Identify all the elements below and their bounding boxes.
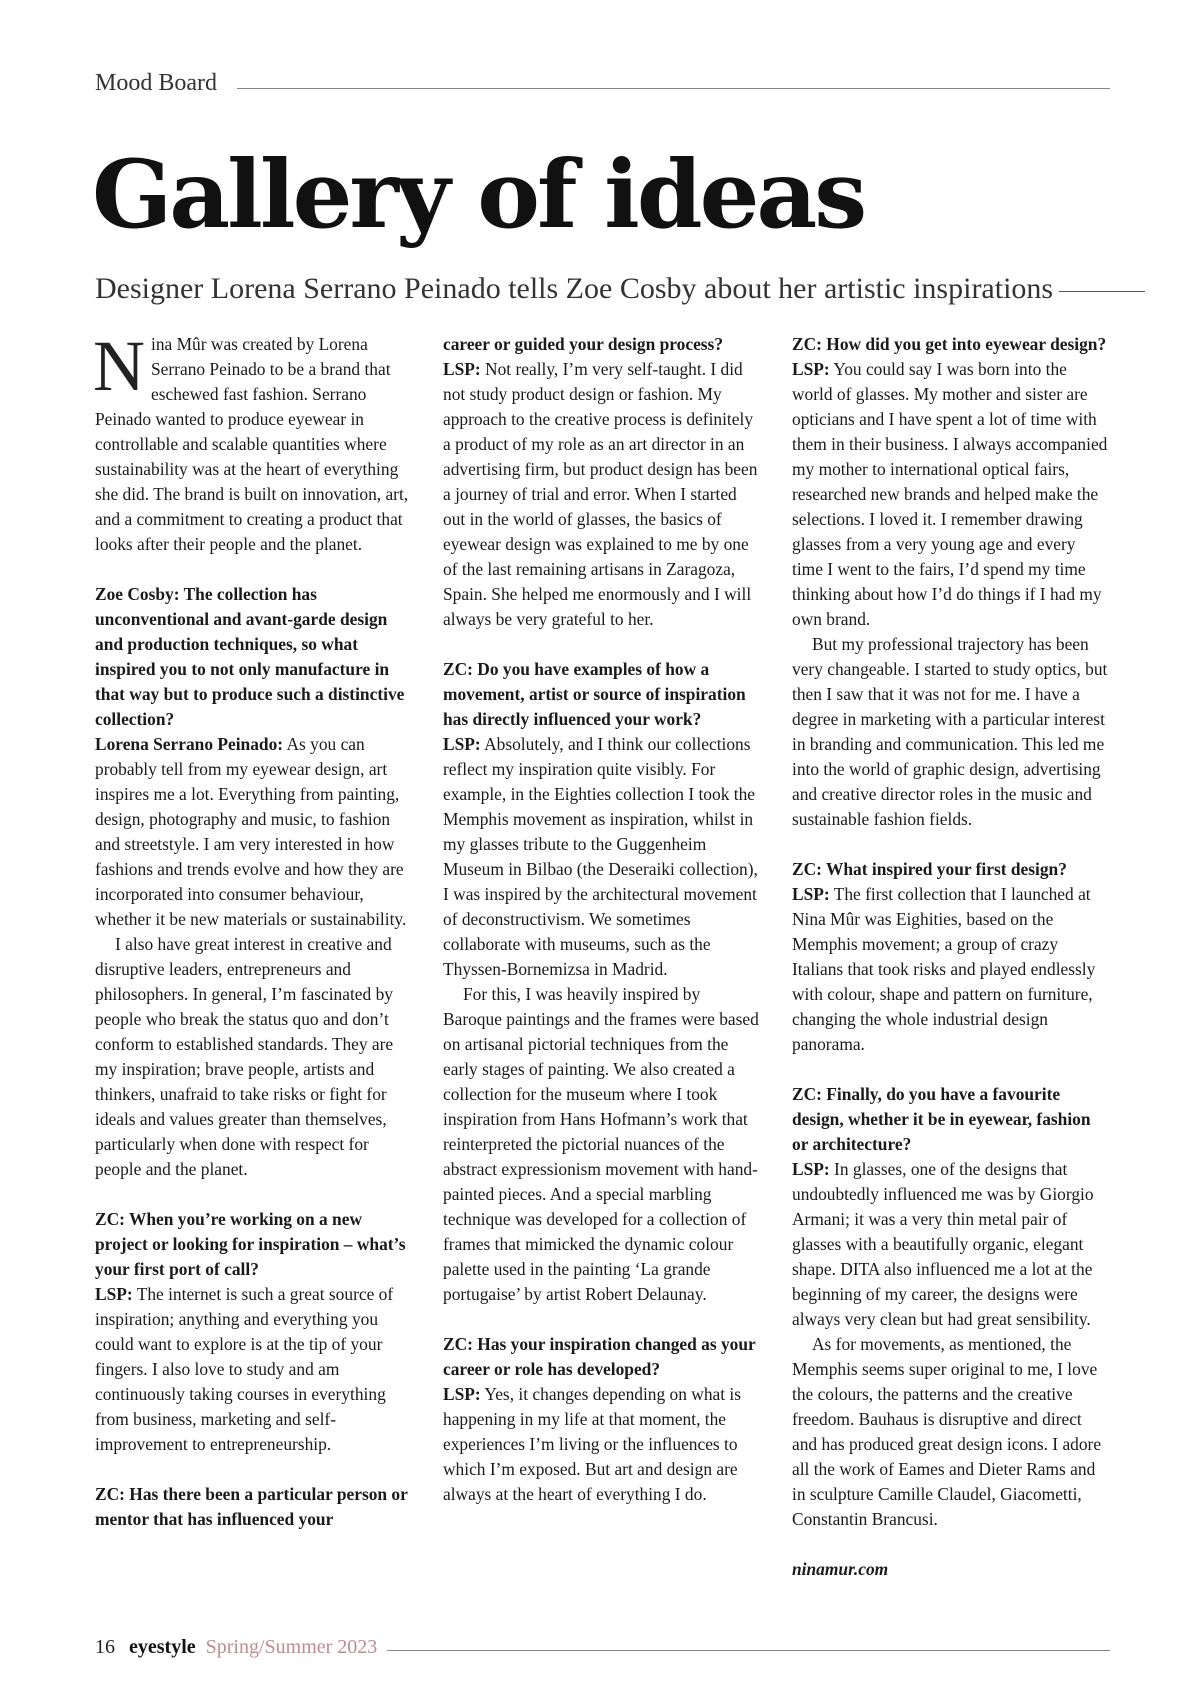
subtitle-rule <box>1059 291 1145 292</box>
speaker-label: LSP: <box>792 359 830 379</box>
answer-text: The internet is such a great source of inspiration; anything and everything you could want to explore is at the tip of your fingers. I also love to study and am continuously taking courses in everything from business, marketing and self-improvement to entrepreneurship. <box>95 1284 394 1454</box>
answer-3 <box>443 357 759 632</box>
header-rule <box>237 88 1110 89</box>
speaker-label: LSP: <box>443 1384 481 1404</box>
question-5: ZC: Has your inspiration changed as your career or role has developed? <box>443 1334 756 1379</box>
question-3-end: career or guided your design process? <box>443 334 724 354</box>
answer-1 <box>95 732 411 932</box>
answer-5 <box>443 1382 759 1507</box>
answer-text: The first collection that I launched at Nina Mûr was Eighities, based on the Memphis movement; a group of crazy Italians that took risks and played endlessly with colour, shape and pattern on furniture, changing the whole industrial design panorama. <box>792 884 1096 1054</box>
speaker-label: LSP: <box>95 1284 133 1304</box>
question-7: ZC: What inspired your first design? <box>792 859 1067 879</box>
speaker-label: LSP: <box>443 359 481 379</box>
question-4: ZC: Do you have examples of how a movement, artist or source of inspiration has directly influenced your work? <box>443 659 746 729</box>
answer-text: Not really, I’m very self-taught. I did not study product design or fashion. My approach to the creative process is definitely a product of my role as an art director in an advertising firm, but product design has been a journey of trial and error. When I started out in the world of glasses, the basics of eyewear design was explained to me by one of the last remaining artisans in Zaragoza, Spain. She helped me enormously and I will always be very grateful to her. <box>443 359 758 629</box>
answer-text: You could say I was born into the world of glasses. My mother and sister are opticians and I have spent a lot of time with them in their business. I always accompanied my mother to international optical fairs, researched new brands and helped make the selections. I loved it. I remember drawing glasses from a very young age and every time I went to the fairs, I’d spend my time thinking about how I’d do things if I had my own brand. <box>792 359 1108 629</box>
answer-6 <box>792 357 1108 632</box>
column-3 <box>792 332 1108 1582</box>
answer-4 <box>443 732 759 982</box>
issue-label: Spring/Summer 2023 <box>205 1636 378 1658</box>
speaker-label: Lorena Serrano Peinado: <box>95 734 284 754</box>
section-label: Mood Board <box>95 70 217 96</box>
question-6: ZC: How did you get into eyewear design? <box>792 334 1107 354</box>
article-title: Gallery of ideas <box>92 140 865 250</box>
question-8: ZC: Finally, do you have a favourite design, whether it be in eyewear, fashion or architecture? <box>792 1084 1091 1154</box>
article-subtitle <box>95 272 1115 306</box>
answer-6-paragraph-2: But my professional trajectory has been very changeable. I started to study optics, but then I saw that it was not for me. I have a degree in marketing with a particular interest in branding and communication. This led me into the world of graphic design, advertising and creative director roles in the music and sustainable fashion fields. <box>792 634 1108 829</box>
question-1: Zoe Cosby: The collection has unconventional and avant-garde design and production techniques, so what inspired you to not only manufacture in that way but to produce such a distinctive collection? <box>95 584 405 729</box>
column-2 <box>443 332 759 1507</box>
answer-text: As you can probably tell from my eyewear design, art inspires me a lot. Everything from painting, design, photography and music, to fashion and streetstyle. I am very interested in how fashions and trends evolve and how they are incorporated into consumer behaviour, whether it be new materials or sustainability. <box>95 734 407 929</box>
page-footer <box>95 1636 1110 1659</box>
question-3-start: ZC: Has there been a particular person or mentor that has influenced your <box>95 1484 408 1529</box>
page-number: 16 <box>95 1636 115 1658</box>
intro-paragraph <box>93 326 411 557</box>
speaker-label: LSP: <box>792 1159 830 1179</box>
subtitle-text: Designer Lorena Serrano Peinado tells Zoe Cosby about her artistic inspirations <box>95 272 1054 305</box>
speaker-label: LSP: <box>792 884 830 904</box>
speaker-label: LSP: <box>443 734 481 754</box>
answer-text: Yes, it changes depending on what is happening in my life at that moment, the experiences I’m living or the influences to which I’m exposed. But art and design are always at the heart of everything I do. <box>443 1384 742 1504</box>
footer-rule <box>387 1650 1110 1651</box>
answer-4-paragraph-2: For this, I was heavily inspired by Baroque paintings and the frames were based on artisanal pictorial techniques from the early stages of painting. We also created a collection for the museum where I took inspiration from Hans Hofmann’s work that reinterpreted the pictorial nuances of the abstract expressionism movement with hand-painted pieces. And a special marbling technique was developed for a collection of frames that mimicked the dynamic colour palette used in the painting ‘La grande portugaise’ by artist Robert Delaunay. <box>443 984 759 1304</box>
answer-8 <box>792 1157 1108 1332</box>
drop-cap: N <box>93 326 145 406</box>
answer-7 <box>792 882 1108 1057</box>
question-2: ZC: When you’re working on a new project or looking for inspiration – what’s your first port of call? <box>95 1209 406 1279</box>
answer-text: Absolutely, and I think our collections reflect my inspiration quite visibly. For example, in the Eighties collection I took the Memphis movement as inspiration, whilst in my glasses tribute to the Guggenheim Museum in Bilbao (the Deseraiki collection), I was inspired by the architectural movement of deconstructivism. We sometimes collaborate with museums, such as the Thyssen-Bornemizsa in Madrid. <box>443 734 758 979</box>
intro-text: ina Mûr was created by Lorena Serrano Peinado to be a brand that eschewed fast fashion. Serrano Peinado wanted to produce eyewear in controllable and scalable quantities where sustainability was at the heart of everything she did. The brand is built on innovation, art, and a commitment to creating a product that looks after their people and the planet. <box>95 334 409 554</box>
header <box>95 70 1110 97</box>
magazine-name: eyestyle <box>129 1636 196 1658</box>
column-1 <box>93 326 411 1532</box>
website-signoff[interactable]: ninamur.com <box>792 1559 889 1579</box>
answer-1-paragraph-2: I also have great interest in creative and disruptive leaders, entrepreneurs and philosophers. In general, I’m fascinated by people who break the status quo and don’t conform to established standards. They are my inspiration; brave people, artists and thinkers, unafraid to take risks or fight for ideals and values greater than themselves, particularly when done with respect for people and the planet. <box>95 934 394 1179</box>
answer-2 <box>95 1282 411 1457</box>
answer-text: In glasses, one of the designs that undoubtedly influenced me was by Giorgio Armani; it was a very thin metal pair of glasses with a beautifully organic, elegant shape. DITA also influenced me a lot at the beginning of my career, the designs were always very clean but had great sensibility. <box>792 1159 1094 1329</box>
answer-8-paragraph-2: As for movements, as mentioned, the Memphis seems super original to me, I love the colours, the patterns and the creative freedom. Bauhaus is disruptive and direct and has produced great design icons. I adore all the work of Eames and Dieter Rams and in sculpture Camille Claudel, Giacometti, Constantin Brancusi. <box>792 1334 1102 1529</box>
